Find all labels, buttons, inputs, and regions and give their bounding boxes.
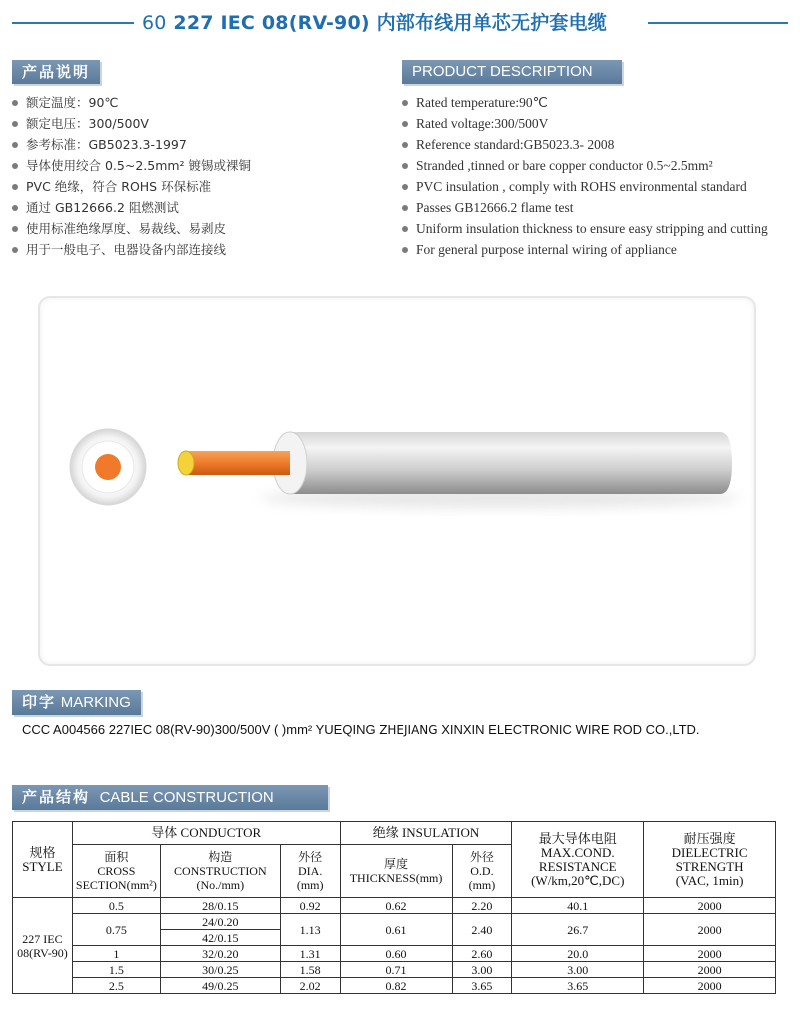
product-desc-en-heading: PRODUCT DESCRIPTION	[402, 60, 622, 84]
conductor-core	[95, 454, 121, 480]
construction-cell: 24/0.20	[160, 914, 280, 930]
construction-cell: 28/0.15	[160, 898, 280, 914]
header-od: 外径 O.D. (mm)	[452, 845, 512, 898]
dielectric-cell: 2000	[644, 962, 776, 978]
desc-en-item: Uniform insulation thickness to ensure easy stripping and cutting	[400, 218, 768, 239]
marking-text: CCC A004566 227IEC 08(RV-90)300/500V ( )mm² YUEQING ZHEJIANG XINXIN ELECTRONIC WIRE ROD CO.,LTD.	[22, 722, 700, 737]
desc-en-item: Rated voltage:300/500V	[400, 113, 768, 134]
od-cell: 3.00	[452, 962, 512, 978]
desc-cn-item: 额定电压：300/500V	[10, 113, 251, 134]
table-row	[13, 978, 776, 994]
desc-cn-item: 使用标准绝缘厚度、易裁线、易剥皮	[10, 218, 251, 239]
header-thickness: 厚度 THICKNESS(mm)	[340, 845, 452, 898]
header-conductor-dia: 外径 DIA. (mm)	[280, 845, 340, 898]
product-desc-cn-heading: 产品说明	[12, 60, 100, 84]
cable-illustration	[40, 298, 754, 664]
cross-section-cell: 2.5	[72, 978, 160, 994]
table-row	[13, 898, 776, 914]
exposed-conductor	[186, 451, 290, 475]
resistance-cell: 3.00	[512, 962, 644, 978]
desc-cn-item: 参考标准：GB5023.3-1997	[10, 134, 251, 155]
cable-cross-section	[70, 429, 146, 505]
page-title: 60 227 IEC 08(RV-90) 内部布线用单芯无护套电缆	[142, 12, 607, 34]
resistance-cell: 20.0	[512, 946, 644, 962]
desc-en-item: For general purpose internal wiring of appliance	[400, 239, 768, 260]
resistance-cell: 26.7	[512, 914, 644, 946]
desc-en-item: Rated temperature:90℃	[400, 92, 768, 113]
cross-section-cell: 1.5	[72, 962, 160, 978]
conductor-dia-cell: 2.02	[280, 978, 340, 994]
dielectric-cell: 2000	[644, 946, 776, 962]
cross-section-cell: 0.75	[72, 914, 160, 946]
construction-cell: 30/0.25	[160, 962, 280, 978]
od-cell: 2.40	[452, 914, 512, 946]
conductor-dia-cell: 1.58	[280, 962, 340, 978]
dielectric-cell: 2000	[644, 898, 776, 914]
thickness-cell: 0.60	[340, 946, 452, 962]
desc-en-item: PVC insulation , comply with ROHS environmental standard	[400, 176, 768, 197]
desc-cn-item: 用于一般电子、电器设备内部连接线	[10, 239, 251, 260]
thickness-cell: 0.62	[340, 898, 452, 914]
header-construction: 构造 CONSTRUCTION (No./mm)	[160, 845, 280, 898]
desc-en-item: Stranded ,tinned or bare copper conductor 0.5~2.5mm²	[400, 155, 768, 176]
cross-section-cell: 1	[72, 946, 160, 962]
header-dielectric: 耐压强度 DIELECTRIC STRENGTH (VAC, 1min)	[644, 822, 776, 898]
thickness-cell: 0.71	[340, 962, 452, 978]
title-rule-right	[648, 22, 788, 24]
desc-cn-item: 通过 GB12666.2 阻燃测试	[10, 197, 251, 218]
header-cross-section: 面积 CROSS SECTION(mm²)	[72, 845, 160, 898]
table-row	[13, 962, 776, 978]
cable-side-view	[178, 432, 732, 494]
construction-table	[12, 821, 776, 994]
marking-heading: 印字 MARKING	[12, 690, 141, 715]
dielectric-cell: 2000	[644, 914, 776, 946]
construction-cell: 42/0.15	[160, 930, 280, 946]
desc-cn-item: PVC 绝缘，符合 ROHS 环保标准	[10, 176, 251, 197]
header-conductor: 导体 CONDUCTOR	[72, 822, 340, 845]
tinned-tip	[178, 451, 194, 475]
header-insulation: 绝缘 INSULATION	[340, 822, 512, 845]
table-row	[13, 946, 776, 962]
od-cell: 2.20	[452, 898, 512, 914]
conductor-dia-cell: 1.31	[280, 946, 340, 962]
product-desc-cn-list	[10, 92, 251, 260]
conductor-dia-cell: 0.92	[280, 898, 340, 914]
cable-photo-frame	[38, 296, 756, 666]
header-style: 规格 STYLE	[13, 822, 73, 898]
desc-en-item: Passes GB12666.2 flame test	[400, 197, 768, 218]
construction-cell: 32/0.20	[160, 946, 280, 962]
thickness-cell: 0.82	[340, 978, 452, 994]
style-cell: 227 IEC 08(RV-90)	[13, 898, 73, 994]
header-max-resistance: 最大导体电阻 MAX.COND. RESISTANCE (W/km,20℃,DC)	[512, 822, 644, 898]
od-cell: 2.60	[452, 946, 512, 962]
dielectric-cell: 2000	[644, 978, 776, 994]
construction-cell: 49/0.25	[160, 978, 280, 994]
resistance-cell: 3.65	[512, 978, 644, 994]
desc-en-item: Reference standard:GB5023.3- 2008	[400, 134, 768, 155]
cross-section-cell: 0.5	[72, 898, 160, 914]
table-row	[13, 914, 776, 930]
desc-cn-item: 额定温度：90℃	[10, 92, 251, 113]
title-bar	[0, 0, 800, 46]
desc-cn-item: 导体使用绞合 0.5~2.5mm² 镀锡或裸铜	[10, 155, 251, 176]
product-desc-en-list	[400, 92, 768, 260]
title-rule-left	[12, 22, 134, 24]
construction-heading: 产品结构 CABLE CONSTRUCTION	[12, 785, 328, 810]
resistance-cell: 40.1	[512, 898, 644, 914]
od-cell: 3.65	[452, 978, 512, 994]
conductor-dia-cell: 1.13	[280, 914, 340, 946]
thickness-cell: 0.61	[340, 914, 452, 946]
